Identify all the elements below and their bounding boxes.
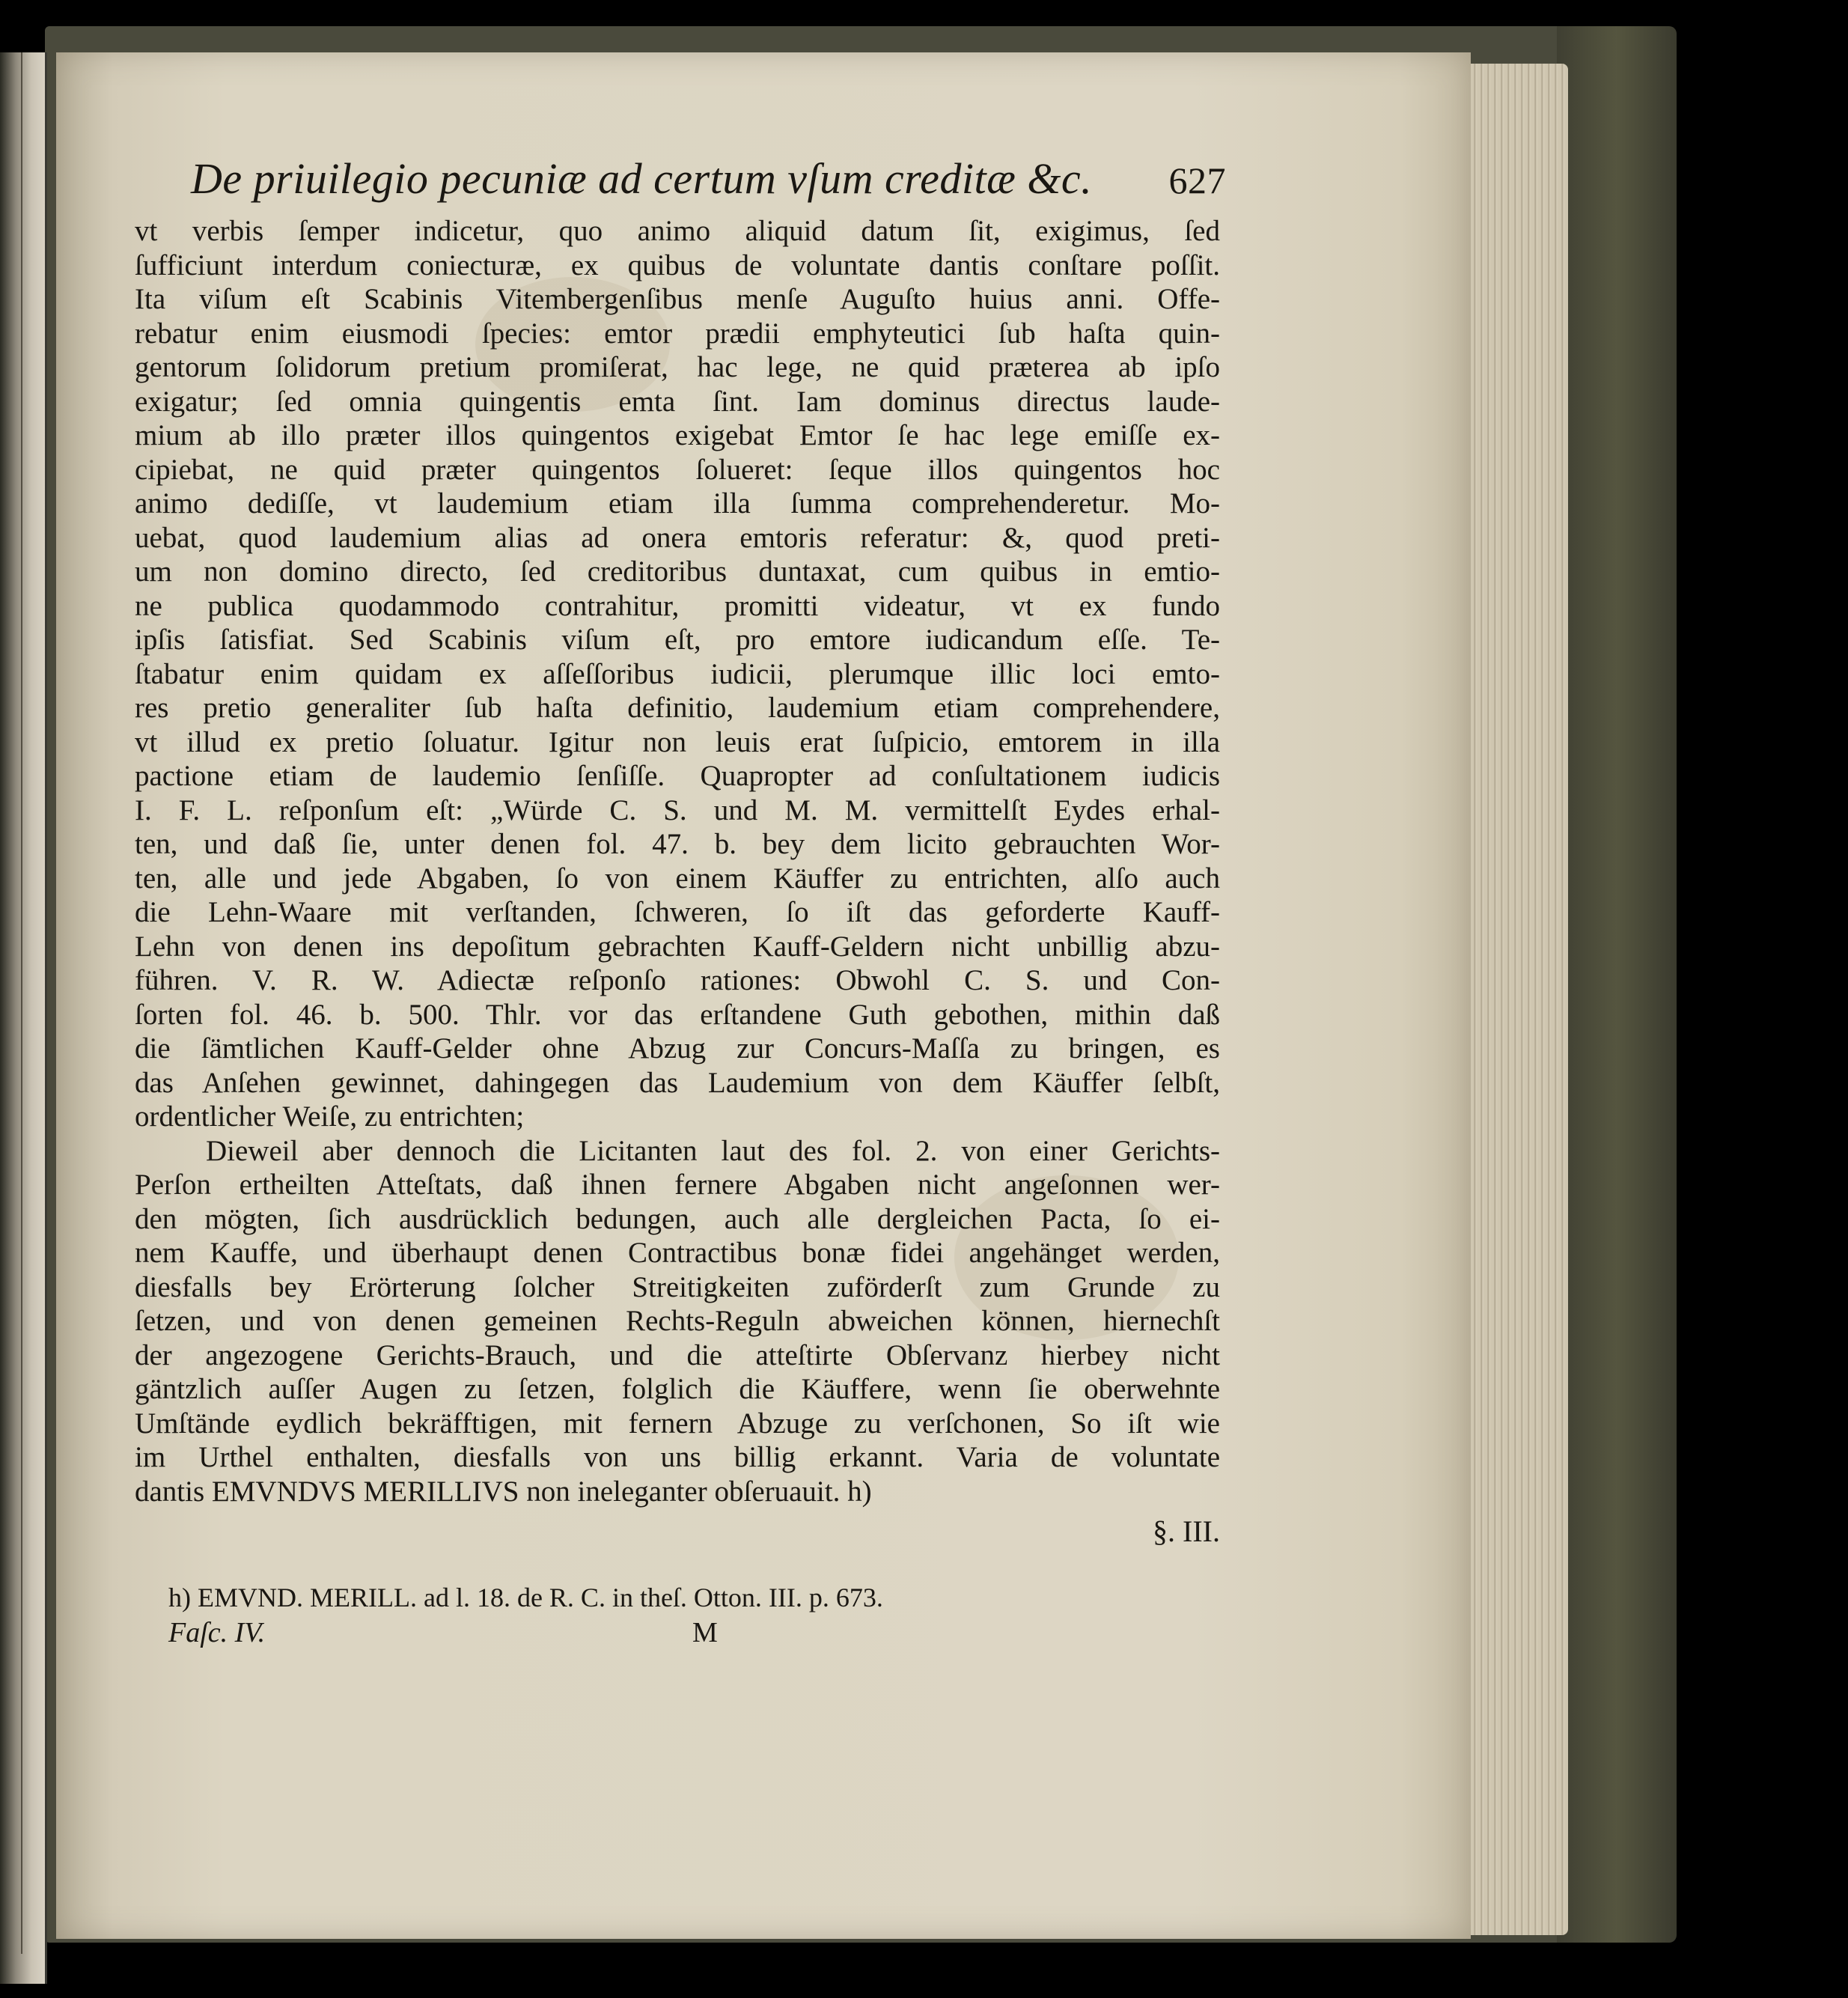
text-line: Lehn von denen ins depoſitum gebrachten Kauff-Geldern nicht unbillig abzu- — [135, 930, 1220, 963]
text-line: die ſämtlichen Kauff-Gelder ohne Abzug zur Concurs-Maſſa zu bringen, es — [135, 1032, 1220, 1065]
text-line: exigatur; ſed omnia quingentis emta ſint. Iam dominus directus laude- — [135, 385, 1220, 418]
text-line: die Lehn-Waare mit verſtanden, ſchweren, ſo iſt das geforderte Kauff- — [135, 896, 1220, 928]
text-line: der angezogene Gerichts-Brauch, und die atteſtirte Obſervanz hierbey nicht — [135, 1338, 1220, 1371]
text-line: im Urthel enthalten, diesfalls von uns billig erkannt. Varia de voluntate — [135, 1441, 1220, 1473]
text-line: cipiebat, ne quid præter quingentos ſolueret: ſeque illos quingentos hoc — [135, 453, 1220, 486]
text-line: ſorten fol. 46. b. 500. Thlr. vor das erſtandene Guth gebothen, mithin daß — [135, 998, 1220, 1031]
text-line: I. F. L. reſponſum eſt: „Würde C. S. und M. M. vermittelſt Eydes erhal- — [135, 794, 1220, 826]
text-line: Perſon ertheilten Atteſtats, daß ihnen fernere Abgaben nicht angeſonnen wer- — [135, 1169, 1220, 1201]
text-line: res pretio generaliter ſub haſta definitio, laudemium etiam comprehendere, — [135, 692, 1220, 724]
text-line: ipſis ſatisfiat. Sed Scabinis viſum eſt, pro emtore iudicandum eſſe. Te- — [135, 624, 1220, 656]
text-line: gentorum ſolidorum pretium promiſerat, hac lege, ne quid præterea ab ipſo — [135, 351, 1220, 383]
footnote: h) EMVND. MERILL. ad l. 18. de R. C. in theſ. Otton. III. p. 673. — [168, 1583, 883, 1612]
text-line: ne publica quodammodo contrahitur, promitti videatur, vt ex fundo — [135, 589, 1220, 622]
text-line: mium ab illo præter illos quingentos exigebat Emtor ſe hac lege emiſſe ex- — [135, 419, 1220, 451]
running-title: De priuilegio pecuniæ ad certum vſum creditæ &c. — [191, 154, 1093, 203]
text-line: Umſtände eydlich bekräfftigen, mit fernern Abzuge zu verſchonen, So iſt wie — [135, 1407, 1220, 1440]
text-line: ſtabatur enim quidam ex aſſeſſoribus iudicii, plerumque illic loci emto- — [135, 657, 1220, 690]
signature-row — [135, 1616, 1220, 1652]
text-line: ten, alle und jede Abgaben, ſo von einem Käuffer zu entrichten, alſo auch — [135, 862, 1220, 895]
text-line: den mögten, ſich ausdrücklich bedungen, auch alle dergleichen Pacta, ſo ei- — [135, 1202, 1220, 1235]
text-line: pactione etiam de laudemio ſenſiſſe. Quapropter ad conſultationem iudicis — [135, 760, 1220, 792]
facing-page-edge — [0, 52, 47, 1984]
text-line: animo dediſſe, vt laudemium etiam illa ſumma comprehenderetur. Mo- — [135, 487, 1220, 520]
text-line: vt verbis ſemper indicetur, quo animo aliquid datum ſit, exigimus, ſed — [135, 215, 1220, 247]
page-number: 627 — [1168, 159, 1226, 201]
body-text — [135, 214, 1220, 1508]
page-text-block — [135, 154, 1226, 1652]
text-line: um non domino directo, ſed creditoribus duntaxat, cum quibus in emtio- — [135, 555, 1220, 588]
text-line: Dieweil aber dennoch die Licitanten laut des fol. 2. von einer Gerichts- — [206, 1134, 1220, 1167]
gutter-line — [21, 52, 22, 1954]
text-line: rebatur enim eiusmodi ſpecies: emtor prædii emphyteutici ſub haſta quin- — [135, 317, 1220, 350]
text-line: Ita viſum eſt Scabinis Vitembergenſibus menſe Auguſto huius anni. Offe- — [135, 283, 1220, 315]
page-stack-edge — [1471, 64, 1568, 1935]
text-line: vt illud ex pretio ſoluatur. Igitur non leuis erat ſuſpicio, emtorem in illa — [135, 725, 1220, 758]
text-line: dantis EMVNDVS MERILLIVS non ineleganter obſeruauit. h) — [135, 1475, 872, 1508]
text-line: ſetzen, und von denen gemeinen Rechts-Reguln abweichen können, hiernechſt — [135, 1305, 1220, 1337]
running-head — [191, 154, 1226, 203]
text-line: diesfalls bey Erörterung ſolcher Streitigkeiten zuförderſt zum Grunde zu — [135, 1270, 1220, 1303]
text-line: ordentlicher Weiſe, zu entrichten; — [135, 1100, 525, 1133]
fascicle-mark: Faſc. IV. — [168, 1617, 266, 1648]
signature-mark: M — [692, 1617, 718, 1648]
section-mark: §. III. — [1153, 1514, 1220, 1548]
text-line: ſufficiunt interdum coniecturæ, ex quibus de voluntate dantis conſtare poſſit. — [135, 249, 1220, 281]
text-line: das Anſehen gewinnet, dahingegen das Laudemium von dem Käuffer ſelbſt, — [135, 1066, 1220, 1099]
book-cover-edge — [1557, 26, 1677, 1943]
text-line: gäntzlich auſſer Augen zu ſetzen, folglich die Käuffere, wenn ſie oberwehnte — [135, 1373, 1220, 1405]
text-line: führen. V. R. W. Adiectæ reſponſo rationes: Obwohl C. S. und Con- — [135, 964, 1220, 996]
text-line: uebat, quod laudemium alias ad onera emtoris referatur: &, quod preti- — [135, 521, 1220, 554]
text-line: ten, und daß ſie, unter denen fol. 47. b. bey dem licito gebrauchten Wor- — [135, 828, 1220, 860]
text-line: nem Kauffe, und überhaupt denen Contractibus bonæ fidei angehänget werden, — [135, 1237, 1220, 1269]
